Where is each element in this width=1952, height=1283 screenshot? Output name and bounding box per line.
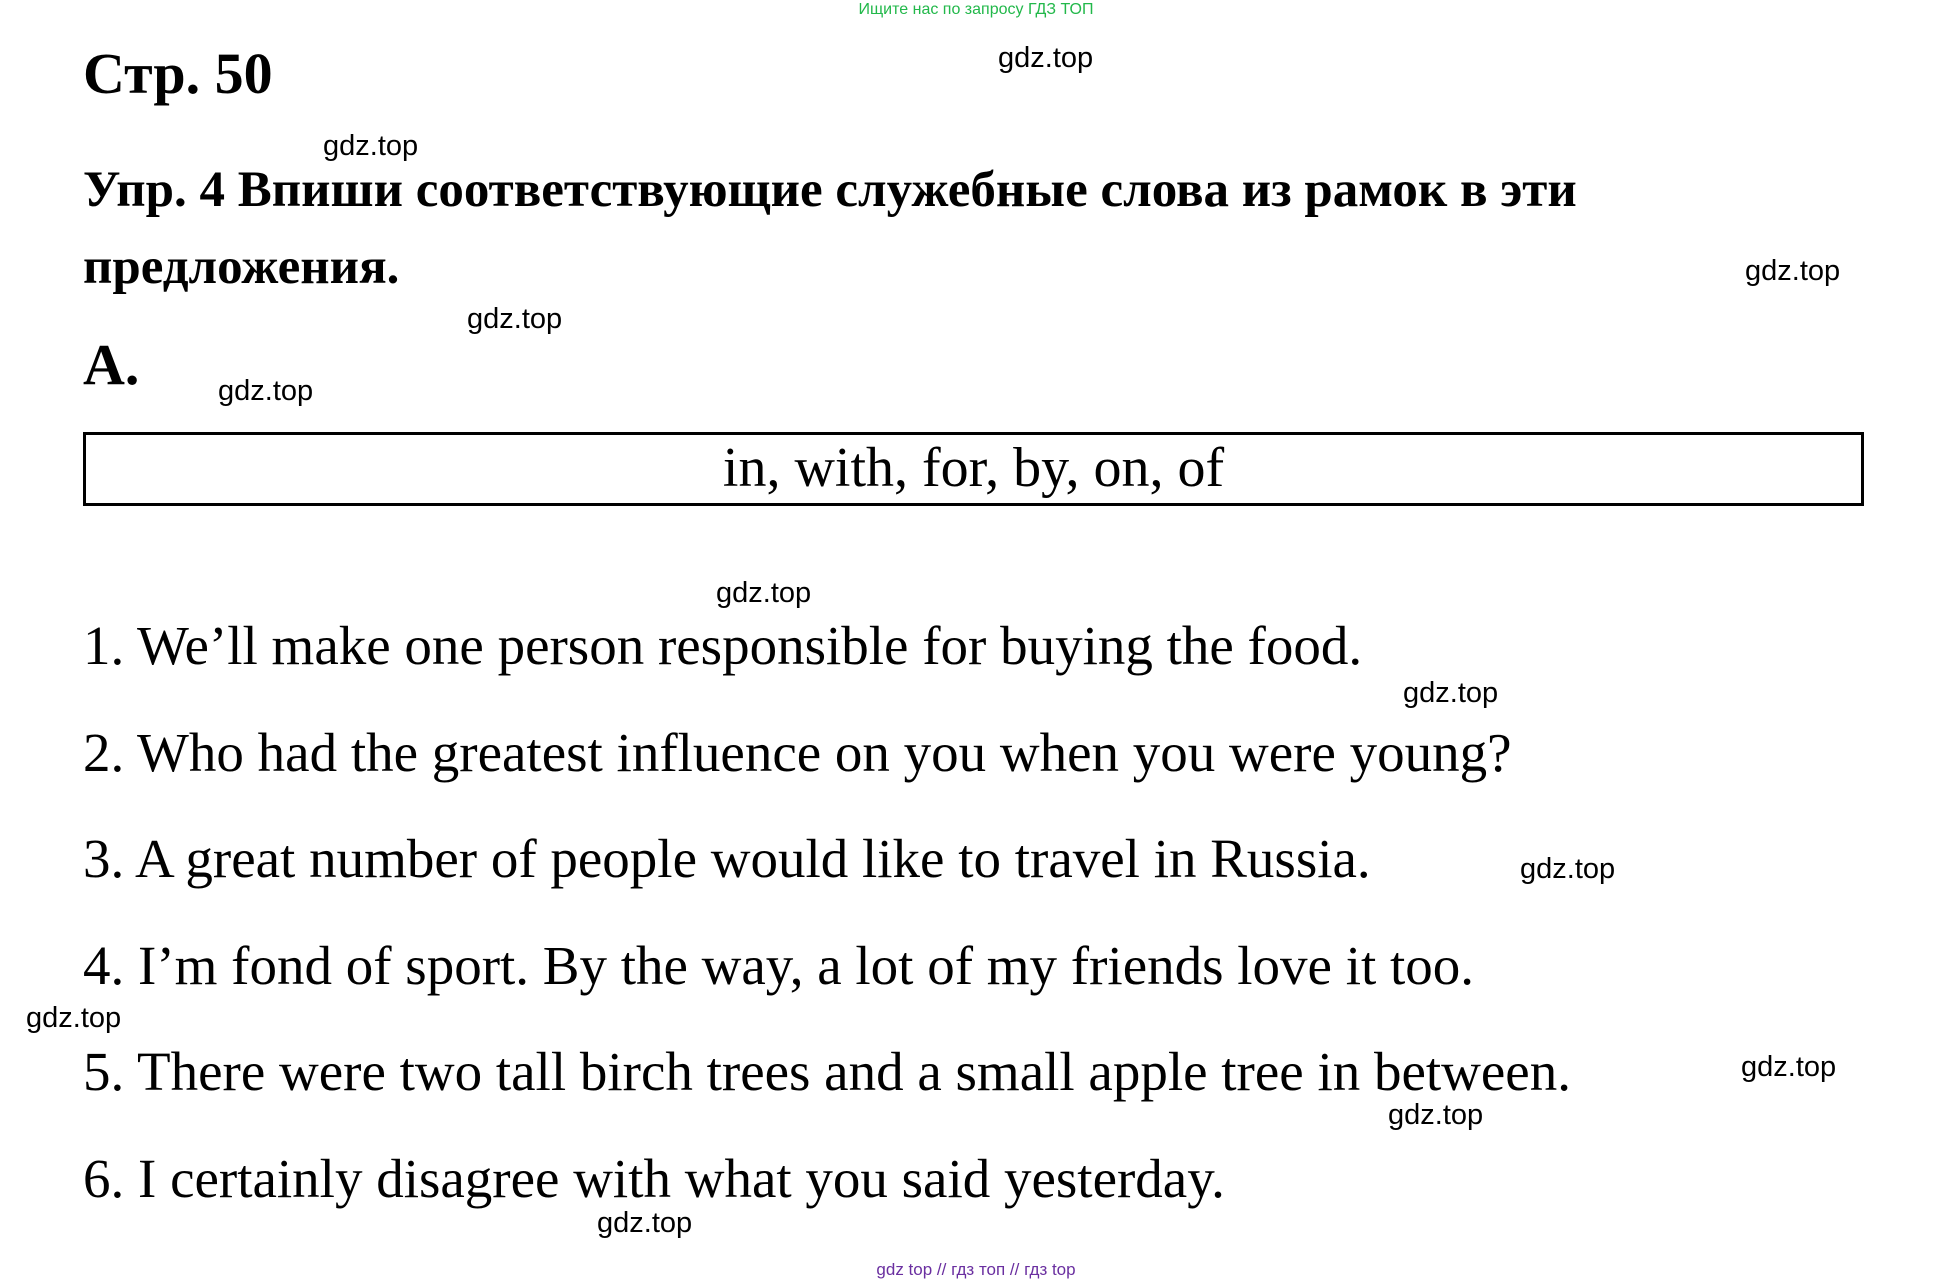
page-title: Стр. 50 [83, 41, 273, 106]
footer-note: gdz top // гдз топ // гдз top [876, 1260, 1076, 1279]
sentence-3: 3. A great number of people would like to travel in Russia. [83, 828, 1371, 889]
section-label: A. [83, 332, 140, 397]
watermark: gdz.top [323, 130, 419, 162]
watermark: gdz.top [218, 375, 314, 407]
sentence-2: 2. Who had the greatest influence on you when you were young? [83, 722, 1512, 783]
sentence-4: 4. I’m fond of sport. By the way, a lot of my friends love it too. [83, 935, 1475, 996]
top-note: Ищите нас по запросу ГДЗ ТОП [858, 1, 1094, 18]
watermark: gdz.top [597, 1207, 693, 1239]
watermark: gdz.top [1388, 1099, 1484, 1131]
sentence-6: 6. I certainly disagree with what you said yesterday. [83, 1148, 1225, 1209]
watermark: gdz.top [998, 42, 1094, 74]
watermark: gdz.top [467, 303, 563, 335]
watermark: gdz.top [1403, 677, 1499, 709]
watermark: gdz.top [1745, 255, 1841, 287]
word-box: in, with, for, by, on, of [83, 432, 1864, 506]
sentence-5: 5. There were two tall birch trees and a small apple tree in between. [83, 1041, 1571, 1102]
task-title: Упр. 4 Впиши соответствующие служебные слова из рамок в эти предложения. [83, 162, 1577, 295]
watermark: gdz.top [26, 1002, 122, 1034]
watermark: gdz.top [1520, 853, 1616, 885]
sentence-1: 1. We’ll make one person responsible for buying the food. [83, 615, 1363, 676]
watermark: gdz.top [716, 577, 812, 609]
watermark: gdz.top [1741, 1051, 1837, 1083]
